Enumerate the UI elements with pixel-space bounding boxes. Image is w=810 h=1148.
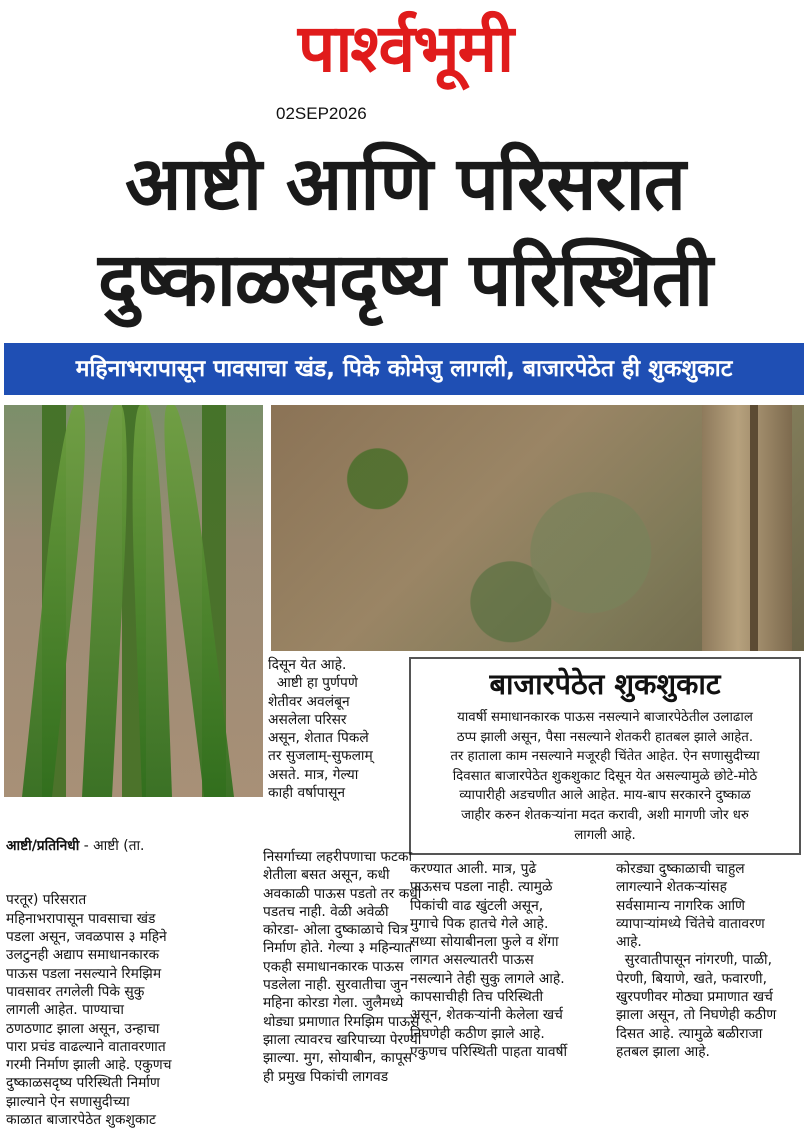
box-text-line: दिवसात बाजारपेठेत शुकशुकाट दिसून येत असल्यामुळे छोटे-मोठे [452,768,758,784]
text-line: आष्टी हा पुर्णपणे [268,675,358,692]
text-line: एकही समाधानकारक पाऊस [263,958,404,975]
text-line: तर सुजलाम्-सुफलाम् [268,748,373,765]
text-line: ही प्रमुख पिकांची लागवड [263,1068,389,1085]
text-line: निघणेही कठीण झाले आहे. [410,1025,545,1042]
article-column-1-top [268,656,373,802]
box-text-line: जाहीर करुन शेतकऱ्यांना मदत करावी, अशी मागणी जोर धरु [461,807,749,823]
dateline: आष्टी/प्रतिनिधी [6,837,80,854]
text-line: कोरड्या दुष्काळाची चाहुल [616,861,745,877]
text-line: पिकांची वाढ खुंटली असून, [410,897,544,914]
text-line: पाऊस पडला नसल्याने रिमझिम [6,965,162,982]
text-line: झाला त्यावरच खरिपाच्या पेरण्या [263,1031,422,1048]
text-line: कोरडा- ओला दुष्काळाचे चित्र [263,922,408,939]
issue-date: 02SEP2026 [276,104,367,123]
text-line: काही वर्षापासून [268,785,346,802]
text-line: दिसून येत आहे. [268,657,347,673]
text-line: काळात बाजारपेठेत शुकशुकाट [6,1112,156,1129]
article-column-0 [6,800,172,1148]
text-line: सर्वसामान्य नागरिक आणि [616,897,746,914]
text-line: आहे. [616,934,642,951]
box-text-line: लागली आहे. [574,827,636,843]
headline-line-2: दुष्काळसदृष्य परिस्थिती [97,237,712,323]
text-line: थोड्या प्रमाणात रिमझिम पाऊस [263,1013,420,1030]
box-text-line: यावर्षी समाधानकारक पाऊस नसल्याने बाजारपेठेतील उलाढाल [457,710,753,725]
text-line: दिसत आहे. त्यामुळे बळीराजा [616,1025,763,1042]
text-line: पडतच नाही. वेळी अवेळी [263,903,389,920]
text-line: दुष्काळसदृष्य परिस्थिती निर्माण [6,1075,160,1092]
text-line: हतबल झाला आहे. [616,1043,710,1060]
text-line: पावसावर तगलेली पिके सुकु [6,983,145,1000]
box-text-line: व्यापारीही अडचणीत आले आहेत. माय-बाप सरकारने दुष्काळ [459,788,751,804]
text-line: असून, शेतकऱ्यांनी केलेला खर्च [410,1007,563,1024]
text-line: नसल्याने तेही सुकु लागले आहे. [410,970,565,987]
text-line: पेरणी, बियाणे, खते, फवारणी, [616,970,767,987]
crop-rows-photo [4,405,263,797]
text-line: पडला असून, जवळपास ३ महिने [6,929,167,946]
text-line: सुरवातीपासून नांगरणी, पाळी, [616,952,773,969]
text-line: कापसाचीही तिच परिस्थिती [410,989,544,1006]
text-line: पारा प्रचंड वाढल्याने वातावरणात [6,1038,166,1055]
article-column-2 [410,860,567,1061]
text-line: असते. मात्र, गेल्या [268,766,359,783]
text-line: गरमी निर्माण झाली आहे. एकुणच [6,1057,172,1074]
text-line: झाल्याने ऐन सणासुदीच्या [6,1093,130,1110]
article-column-3 [616,860,776,1061]
text-line: निसर्गाच्या लहरीपणाचा फटका [263,849,413,865]
strapline-banner: महिनाभरापासून पावसाचा खंड, पिके कोमेजु लागली, बाजारपेठेत ही शुकशुकाट [4,343,804,395]
box-title: बाजारपेठेत शुकशुकाट [409,657,801,709]
text-line: सध्या सोयाबीनला फुले व शेंगा [410,934,559,951]
box-text-line: तर हाताला काम नसल्याने मजूरही चिंतेत आहेत. ऐन सणासुदीच्या [450,749,760,765]
dry-field-photo [271,405,804,651]
article-column-1-bottom [263,848,421,1086]
text-line: लागत असल्यातरी पाऊस [410,952,534,969]
text-line: परतूर) परिसरात [6,892,87,909]
text-line: पडलेला नाही. सुरवातीचा जुन [263,977,409,994]
text-line: अवकाळी पाऊस पडतो तर कधी [263,885,422,902]
text-line: असलेला परिसर [268,711,347,728]
text-line: शेतीला बसत असून, कधी [263,867,390,884]
text-line: शेतीवर अवलंबून [268,693,350,710]
box-text-line: ठप्प झाली असून, पैसा नसल्याने शेतकरी हातबल झाले आहेत. [456,729,754,745]
text-line: ठणठणाट झाला असून, उन्हाचा [6,1020,160,1037]
text-line: असून, शेतात पिकले [268,730,369,747]
text-line: महिनाभरापासून पावसाचा खंड [6,910,156,927]
dateline-rest: - आष्टी (ता. [79,837,145,854]
boxed-story-text [420,708,790,845]
text-line: पाऊसच पडला नाही. त्यामुळे [410,879,553,896]
text-line: मुगाचे पिक हातचे गेले आहे. [410,915,549,932]
text-line: करण्यात आली. मात्र, पुढे [410,861,537,877]
text-line: निर्माण होते. गेल्या ३ महिन्यात [263,940,413,957]
text-line: लागल्याने शेतकऱ्यांसह [616,879,727,896]
text-line: झाल्या. मुग, सोयाबीन, कापूस [263,1050,413,1067]
text-line: खुरपणीवर मोठ्या प्रमाणात खर्च [616,989,773,1006]
text-line: लागली आहेत. पाण्याचा [6,1002,124,1019]
text-line: झाला असून, तो निघणेही कठीण [616,1007,777,1024]
text-line: महिना कोरडा गेला. जुलैमध्ये [263,995,404,1012]
masthead-logo: पार्श्वभूमी [297,9,513,87]
headline-line-1: आष्टी आणि परिसरात [125,141,685,227]
dateline-line [6,837,172,855]
text-line: व्यापाऱ्यांमध्ये चिंतेचे वातावरण [616,915,765,932]
text-line: एकुणच परिस्थिती पाहता यावर्षी [410,1043,568,1060]
text-line: उलटुनही अद्याप समाधानकारक [6,947,160,964]
